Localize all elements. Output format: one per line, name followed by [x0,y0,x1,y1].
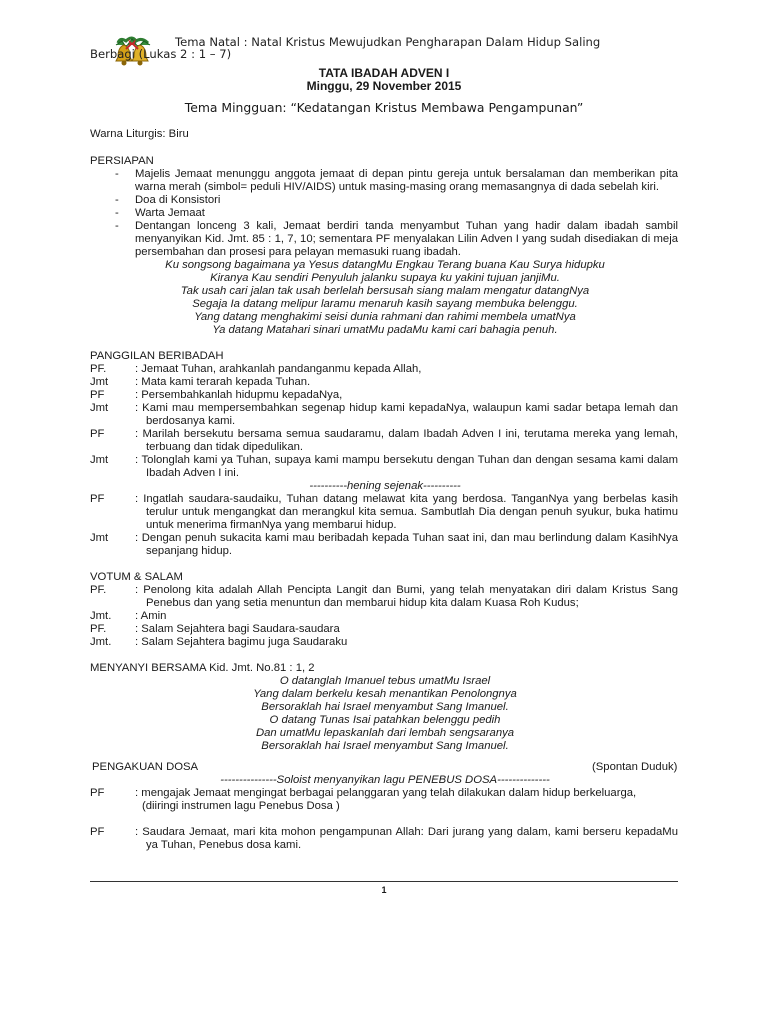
liturgy-line: Ibadah Adven I ini. [146,467,239,479]
speaker-label: Jmt [90,376,109,388]
list-bullet: - [115,194,119,206]
hymn-line: Yang datang menghakimi seisi dunia rahmani dan rahimi membela umatNya [194,311,576,323]
liturgy-line: : Kami mau mempersembahkan segenap hidup kami kepadaNya, walaupun kami sadar betapa lemah dan [135,402,678,414]
page-title: TATA IBADAH ADVEN I [318,66,450,80]
liturgy-line: : Ingatlah saudara-saudaiku, Tuhan datang melawat kita yang berdosa. TanganNya yang berbelas kasih [135,493,678,505]
speaker-label: PF [90,826,105,838]
list-item: warna merah (simbol= peduli HIV/AIDS) untuk masing-masing orang memasangnya di dada sebelah kiri. [135,181,659,193]
speaker-label: Jmt [90,532,109,544]
liturgy-line: : Salam Sejahtera bagimu juga Saudaraku [135,636,348,648]
service-date: Minggu, 29 November 2015 [306,79,462,93]
speaker-label: PF [90,389,105,401]
silence-instruction: ----------hening sejenak---------- [309,480,461,492]
header-theme-line: Tema Natal : Natal Kristus Mewujudkan Pengharapan Dalam Hidup Saling [175,35,601,49]
hymn-line: Segaja Ia datang melipur laramu menaruh kasih sayang membuka belenggu. [192,298,578,310]
soloist-instruction: ---------------Soloist menyanyikan lagu PENEBUS DOSA-------------- [220,774,550,786]
header-theme-reference: Berbagi (Lukas 2 : 1 – 7) [90,47,232,61]
liturgy-line: : Salam Sejahtera bagi Saudara-saudara [135,623,340,635]
list-item: Dentangan lonceng 3 kali, Jemaat berdiri tanda menyambut Tuhan yang hadir dalam ibadah sambil [135,220,678,232]
liturgy-line: : mengajak Jemaat mengingat berbagai pelanggaran yang telah dilakukan dalam hidup berkeluarga, [135,787,637,799]
speaker-label: PF. [90,363,107,375]
liturgy-line: : Jemaat Tuhan, arahkanlah pandanganmu kepada Allah, [135,363,422,375]
liturgy-line: : Saudara Jemaat, mari kita mohon pengampunan Allah: Dari jurang yang dalam, kami berseru kepadaMu [135,826,678,838]
section-heading-menyanyi: MENYANYI BERSAMA Kid. Jmt. No.81 : 1, 2 [90,662,315,674]
section-heading-persiapan: PERSIAPAN [90,155,154,167]
liturgy-line: Penebus dan yang setia menuntun dan membarui hidup kita dalam Kuasa Roh Kudus; [146,597,579,609]
liturgy-line: terbuang dan tidak dipedulikan. [146,441,304,453]
liturgy-line: : Mata kami terarah kepada Tuhan. [135,376,311,388]
hymn-line: Bersoraklah hai Israel menyambut Sang Imanuel. [261,740,509,752]
hymn-line: Yang dalam berkelu kesah menantikan Penolongnya [253,688,517,700]
list-item: Majelis Jemaat menunggu anggota jemaat di depan pintu gereja untuk bersalaman dan memberikan pita [135,168,678,180]
list-bullet: - [115,168,119,180]
list-bullet: - [115,220,119,232]
hymn-line: Kiranya Kau sendiri Penyuluh jalanku supaya ku yakini tujuan janjiMu. [210,272,560,284]
list-item: menyanyikan Kid. Jmt. 85 : 1, 7, 10; sementara PF menyalakan Lilin Adven I yang sudah disediakan di meja [135,233,678,245]
speaker-label: PF [90,493,105,505]
speaker-label: PF. [90,623,107,635]
liturgy-line: : Amin [135,610,167,622]
hymn-line: O datanglah Imanuel tebus umatMu Israel [279,675,491,687]
speaker-label: Jmt [90,402,109,414]
hymn-line: Bersoraklah hai Israel menyambut Sang Imanuel. [261,701,509,713]
footer-divider [90,881,678,882]
list-item: persembahan dan prosesi para pelayan memasuki ruang ibadah. [135,246,461,258]
weekly-theme: Tema Mingguan: “Kedatangan Kristus Membawa Pengampunan” [184,100,584,115]
liturgy-line: untuk menerima firmanNya yang membarui hidup. [146,519,397,531]
liturgy-line: sepanjang hidup. [146,545,233,557]
section-heading-panggilan: PANGGILAN BERIBADAH [90,350,224,362]
speaker-label: PF [90,428,105,440]
hymn-line: O datang Tunas Isai patahkan belenggu pedih [269,714,501,726]
hymn-line: Ya datang Matahari sinari umatMu padaMu kami cari bahagia penuh. [212,324,558,336]
page-number: 1 [381,885,387,895]
speaker-label: Jmt [90,454,109,466]
liturgy-line: ya Tuhan, Penebus dosa kami. [146,839,302,851]
hymn-line: Tak usah cari jalan tak usah berlelah bersusah siang malam mengatur datangNya [180,285,590,297]
list-item: Warta Jemaat [135,207,205,219]
hymn-line: Ku songsong bagaimana ya Yesus datangMu Engkau Terang buana Kau Surya hidupku [165,259,605,271]
list-item: Doa di Konsistori [135,194,221,206]
speaker-label: PF [90,787,105,799]
liturgy-line: (diiringi instrumen lagu Penebus Dosa ) [142,800,340,812]
speaker-label: PF. [90,584,107,596]
hymn-line: Dan umatMu lepaskanlah dari lembah sengsaranya [255,727,515,739]
speaker-label: Jmt. [90,636,112,648]
liturgy-line: : Dengan penuh sukacita kami mau beribadah kepada Tuhan saat ini, dan mau berlindung dalam KasihNya [135,532,678,544]
liturgy-line: berdosanya kami. [146,415,236,427]
liturgical-color: Warna Liturgis: Biru [90,128,189,140]
list-bullet: - [115,207,119,219]
liturgy-line: : Persembahkanlah hidupmu kepadaNya, [135,389,343,401]
speaker-label: Jmt. [90,610,112,622]
posture-note: (Spontan Duduk) [592,761,678,773]
liturgy-line: : Tolonglah kami ya Tuhan, supaya kami mampu bersekutu dengan Tuhan dan dengan sesama kami dalam [135,454,678,466]
liturgy-line: terulur untuk mengangkat dan merangkul kita semua. Sambutlah Dia dengan penuh syukur, buka hatimu [146,506,678,518]
liturgy-line: : Marilah bersekutu bersama semua saudaramu, dalam Ibadah Adven I ini, terutama mereka yang lemah, [135,428,678,440]
liturgy-line: : Penolong kita adalah Allah Pencipta Langit dan Bumi, yang telah menyatakan diri dalam Kristus Sang [135,584,678,596]
section-heading-votum: VOTUM & SALAM [90,571,183,583]
section-heading-pengakuan: PENGAKUAN DOSA [92,761,199,773]
